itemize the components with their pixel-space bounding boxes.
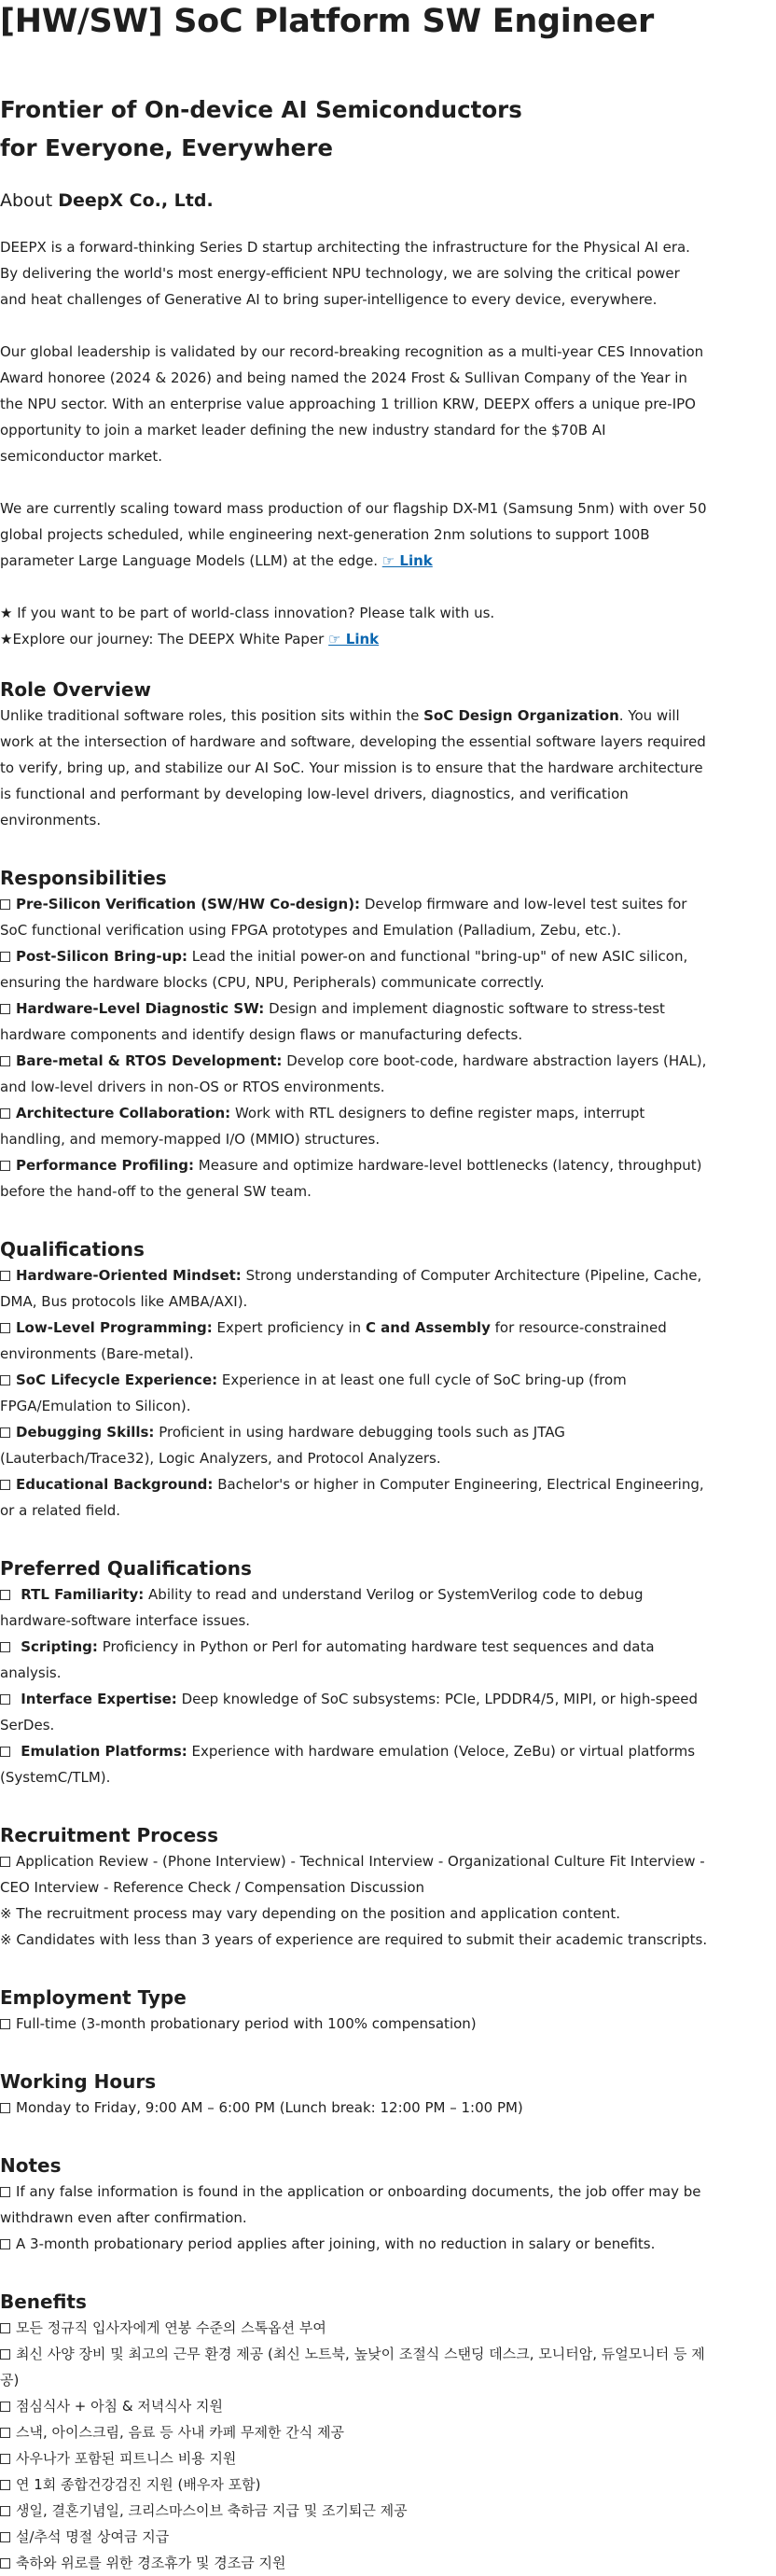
recruitment-section <box>0 1822 709 1953</box>
benefit-text: 설/추석 명절 상여금 지급 <box>16 2528 170 2545</box>
list-item <box>0 2472 709 2498</box>
checkbox-icon <box>0 899 10 910</box>
item-label: Pre-Silicon Verification (SW/HW Co-design): <box>16 896 361 912</box>
benefit-text: 최신 사양 장비 및 최고의 근무 환경 제공 (최신 노트북, 높낮이 조절식 스탠딩 데스크, 모니터암, 듀얼모니터 등 제공) <box>0 2346 705 2388</box>
about-prefix: About <box>0 190 59 211</box>
benefit-text: 모든 정규직 입사자에게 연봉 수준의 스톡옵션 부여 <box>16 2319 326 2336</box>
checkbox-icon <box>0 1747 10 1757</box>
checkbox-icon <box>0 2454 10 2464</box>
benefit-text: 축하와 위로를 위한 경조휴가 및 경조금 지원 <box>16 2555 286 2571</box>
checkbox-icon <box>0 2103 10 2113</box>
benefits-heading: Benefits <box>0 2291 87 2313</box>
qualifications-section <box>0 1236 709 1524</box>
list-item <box>0 2179 709 2231</box>
list-item <box>0 1581 709 1634</box>
recruitment-note-1: ※ The recruitment process may vary depending on the position and application content. <box>0 1905 620 1922</box>
role-text-post: . You will work at the intersection of hardware and software, developing the essential software layers required to verify, bring up, and stabilize our AI SoC. Your mission is to ensure that the hardware architecture is functional and performant by developing low-level drivers, diagnostics, and verification environments. <box>0 707 706 828</box>
process-text: Application Review - (Phone Interview) - Technical Interview - Organizational Culture Fit Interview - CEO Interview - Reference Check / Compensation Discussion <box>0 1853 705 1896</box>
benefit-text: 점심식사 + 아침 & 저녁식사 지원 <box>16 2398 223 2415</box>
checkbox-icon <box>0 1271 10 1281</box>
item-label: Educational Background: <box>16 1476 214 1493</box>
checkbox-icon <box>0 1161 10 1171</box>
item-text: Lead the initial power-on and functional "bring-up" of new ASIC silicon, ensuring the hardware blocks (CPU, NPU, Peripherals) communicate correctly. <box>0 948 688 991</box>
item-text: Work with RTL designers to define register maps, interrupt handling, and memory-mapped I/O (MMIO) structures. <box>0 1105 645 1148</box>
item-text: Develop firmware and low-level test suites for SoC functional verification using FPGA prototypes and Emulation (Palladium, Zebu, etc.). <box>0 896 687 939</box>
intro-paragraph-2: Our global leadership is validated by our record-breaking recognition as a multi-year CES Innovation Award honoree (2024 & 2026) and being named the 2024 Frost & Sullivan Company of the Year in the NPU sector. With an enterprise value approaching 1 trillion KRW, DEEPX offers a unique pre-IPO opportunity to join a market leader defining the new industry standard for the $70B AI semiconductor market. <box>0 343 704 465</box>
recruitment-note-2: ※ Candidates with less than 3 years of experience are required to submit their academic transcripts. <box>0 1931 708 1948</box>
role-text-pre: Unlike traditional software roles, this position sits within the <box>0 707 424 724</box>
list-item <box>0 1152 709 1204</box>
list-item <box>0 2445 709 2472</box>
item-text: Experience in at least one full cycle of SoC bring-up (from FPGA/Emulation to Silicon). <box>0 1372 627 1414</box>
checkbox-icon <box>0 1004 10 1014</box>
intro-star-1: ★ If you want to be part of world-class innovation? Please talk with us. <box>0 605 495 621</box>
list-item <box>0 2315 709 2341</box>
list-item <box>0 1315 709 1367</box>
item-text: Bachelor's or higher in Computer Engineering, Electrical Engineering, or a related field. <box>0 1476 704 1519</box>
checkbox-icon <box>0 2187 10 2197</box>
role-overview-section <box>0 676 709 833</box>
recruitment-heading: Recruitment Process <box>0 1824 218 1846</box>
employment-section <box>0 1984 709 2037</box>
list-item <box>0 1738 709 1790</box>
item-label: Emulation Platforms: <box>16 1743 187 1760</box>
intro-paragraph-3 <box>0 495 709 574</box>
hours-section <box>0 2068 709 2121</box>
benefits-section <box>0 2289 709 2576</box>
checkbox-icon <box>0 1427 10 1438</box>
role-overview-text <box>0 703 709 833</box>
list-item <box>0 1262 709 1315</box>
item-text-2: for resource-constrained environments (Bare-metal). <box>0 1319 667 1362</box>
checkbox-icon <box>0 2506 10 2516</box>
item-label: Low-Level Programming: <box>16 1319 213 1336</box>
checkbox-icon <box>0 2480 10 2490</box>
checkbox-icon <box>0 2558 10 2569</box>
list-item <box>0 1367 709 1419</box>
intro-link[interactable]: ☞ Link <box>381 552 433 569</box>
benefit-text: 스낵, 아이스크림, 음료 등 사내 카페 무제한 간식 제공 <box>16 2424 344 2441</box>
list-item <box>0 2231 709 2257</box>
list-item <box>0 1471 709 1524</box>
preferred-section <box>0 1555 709 1790</box>
list-item <box>0 891 709 943</box>
checkbox-icon <box>0 1642 10 1652</box>
checkbox-icon <box>0 2239 10 2249</box>
list-item <box>0 2498 709 2524</box>
checkbox-icon <box>0 2428 10 2438</box>
item-label: Scripting: <box>16 1638 98 1655</box>
checkbox-icon <box>0 952 10 962</box>
intro-paragraph-3-text: We are currently scaling toward mass production of our flagship DX-M1 (Samsung 5nm) with over 50 global projects scheduled, while engineering next-generation 2nm solutions to support 100B parameter Large Language Models (LLM) at the edge. <box>0 500 707 569</box>
item-emphasis: C and Assembly <box>365 1319 491 1336</box>
item-label: Bare-metal & RTOS Development: <box>16 1052 283 1069</box>
item-text: Proficient in using hardware debugging tools such as JTAG (Lauterbach/Trace32), Logic Analyzers, and Protocol Analyzers. <box>0 1424 565 1467</box>
item-label: Post-Silicon Bring-up: <box>16 948 187 965</box>
item-text: Deep knowledge of SoC subsystems: PCIe, LPDDR4/5, MIPI, or high-speed SerDes. <box>0 1691 699 1734</box>
checkbox-icon <box>0 1590 10 1600</box>
checkbox-icon <box>0 2019 10 2029</box>
intro-star-2-text: ★Explore our journey: The DEEPX White Paper <box>0 631 325 647</box>
checkbox-icon <box>0 1480 10 1490</box>
item-text: Experience with hardware emulation (Veloce, ZeBu) or virtual platforms (SystemC/TLM). <box>0 1743 696 1786</box>
preferred-heading: Preferred Qualifications <box>0 1557 252 1580</box>
hours-heading: Working Hours <box>0 2070 157 2093</box>
list-item <box>0 1634 709 1686</box>
responsibilities-heading: Responsibilities <box>0 867 167 889</box>
list-item <box>0 1100 709 1152</box>
note-text: A 3-month probationary period applies after joining, with no reduction in salary or benefits. <box>16 2235 656 2252</box>
item-text: Ability to read and understand Verilog or SystemVerilog code to debug hardware-software interface issues. <box>0 1586 644 1629</box>
hours-text: Monday to Friday, 9:00 AM – 6:00 PM (Lunch break: 12:00 PM – 1:00 PM) <box>16 2099 523 2116</box>
checkbox-icon <box>0 1323 10 1333</box>
headline <box>0 91 709 167</box>
checkbox-icon <box>0 2532 10 2542</box>
benefit-text: 생일, 결혼기념일, 크리스마스이브 축하금 지급 및 조기퇴근 제공 <box>16 2502 408 2519</box>
employment-item <box>0 2011 709 2037</box>
role-overview-heading: Role Overview <box>0 678 151 701</box>
checkbox-icon <box>0 1694 10 1705</box>
checkbox-icon <box>0 1375 10 1385</box>
list-item <box>0 2393 709 2419</box>
responsibilities-section <box>0 865 709 1204</box>
qualifications-heading: Qualifications <box>0 1238 145 1260</box>
responsibilities-list <box>0 891 709 1204</box>
headline-line-2: for Everyone, Everywhere <box>0 134 333 161</box>
white-paper-link[interactable]: ☞ Link <box>328 631 380 647</box>
employment-text: Full-time (3-month probationary period with 100% compensation) <box>16 2015 477 2032</box>
item-text: Expert proficiency in <box>212 1319 366 1336</box>
item-label: Debugging Skills: <box>16 1424 155 1441</box>
about-heading <box>0 188 709 214</box>
item-text: Develop core boot-code, hardware abstraction layers (HAL), and low-level drivers in non-OS or RTOS environments. <box>0 1052 707 1095</box>
item-text: Proficiency in Python or Perl for automating hardware test sequences and data analysis. <box>0 1638 655 1681</box>
role-text-bold: SoC Design Organization <box>423 707 619 724</box>
item-label: Performance Profiling: <box>16 1157 195 1174</box>
note-text: If any false information is found in the application or onboarding documents, the job offer may be withdrawn even after confirmation. <box>0 2183 701 2226</box>
list-item <box>0 1048 709 1100</box>
checkbox-icon <box>0 2323 10 2333</box>
item-label: SoC Lifecycle Experience: <box>16 1372 218 1388</box>
benefit-text: 사우나가 포함된 피트니스 비용 지원 <box>16 2450 237 2467</box>
checkbox-icon <box>0 2402 10 2412</box>
item-label: Hardware-Oriented Mindset: <box>16 1267 242 1284</box>
list-item <box>0 2341 709 2393</box>
checkbox-icon <box>0 1108 10 1119</box>
list-item <box>0 2419 709 2445</box>
list-item <box>0 1686 709 1738</box>
headline-line-1: Frontier of On-device AI Semiconductors <box>0 96 522 123</box>
item-text: Measure and optimize hardware-level bottlenecks (latency, throughput) before the hand-off to the general SW team. <box>0 1157 702 1200</box>
hours-item <box>0 2095 709 2121</box>
intro-paragraph-1: DEEPX is a forward-thinking Series D startup architecting the infrastructure for the Physical AI era. By delivering the world's most energy-efficient NPU technology, we are solving the critical power and heat challenges of Generative AI to bring super-intelligence to every device, everywhere. <box>0 239 690 308</box>
item-label: Hardware-Level Diagnostic SW: <box>16 1000 265 1017</box>
intro-star-2 <box>0 626 709 652</box>
page-title: [HW/SW] SoC Platform SW Engineer <box>0 3 654 40</box>
checkbox-icon <box>0 1056 10 1066</box>
item-label: Interface Expertise: <box>16 1691 177 1707</box>
list-item <box>0 996 709 1048</box>
list-item <box>0 1419 709 1471</box>
recruitment-process <box>0 1848 709 1901</box>
list-item <box>0 943 709 996</box>
list-item <box>0 2524 709 2550</box>
company-name: DeepX Co., Ltd. <box>58 190 214 211</box>
notes-heading: Notes <box>0 2154 62 2177</box>
list-item <box>0 2550 709 2576</box>
checkbox-icon <box>0 2349 10 2360</box>
benefit-text: 연 1회 종합건강검진 지원 (배우자 포함) <box>16 2476 261 2493</box>
item-text: Strong understanding of Computer Architecture (Pipeline, Cache, DMA, Bus protocols like AMBA/AXI). <box>0 1267 702 1310</box>
notes-section <box>0 2152 709 2257</box>
item-label: RTL Familiarity: <box>16 1586 145 1603</box>
employment-heading: Employment Type <box>0 1986 187 2009</box>
checkbox-icon <box>0 1857 10 1867</box>
item-text: Design and implement diagnostic software to stress-test hardware components and identify design flaws or manufacturing defects. <box>0 1000 665 1043</box>
item-label: Architecture Collaboration: <box>16 1105 231 1121</box>
